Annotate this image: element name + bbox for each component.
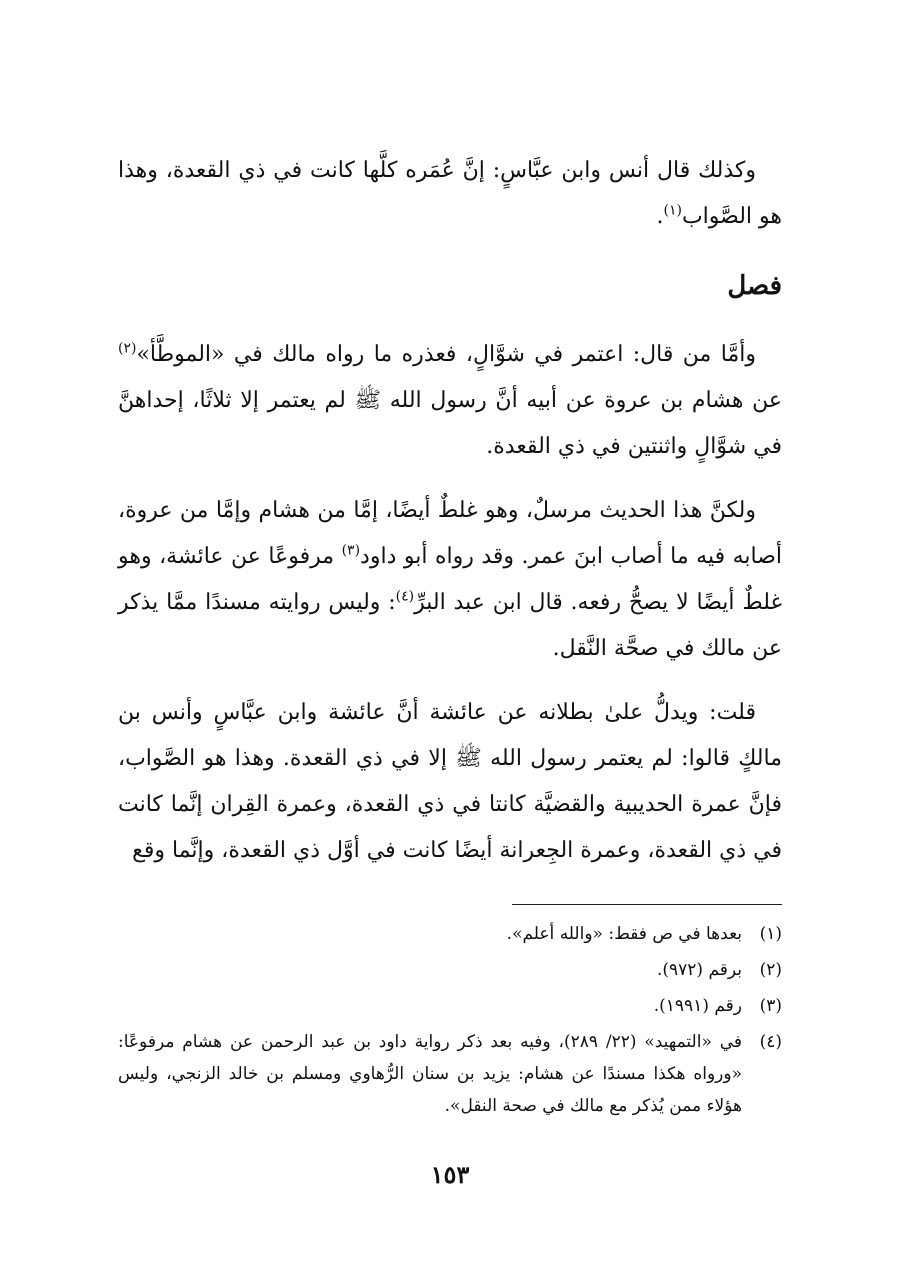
paragraph-4-text: قلت: ويدلُّ علىٰ بطلانه عن عائشة أنَّ عائشة وابن عبَّاسٍ وأنس بن مالكٍ قالوا: لم يعتمر رسول الله ﷺ إلا في ذي القعدة. وهذا هو الصَّواب، فإنَّ عمرة الحديبية والقضيَّة كانتا في ذي القعدة، وعمرة القِران إنَّما كانت في ذي القعدة، وعمرة الجِعرانة أيضًا كانت في أوَّل ذي القعدة، وإنَّما وقع (118, 700, 782, 863)
footnote (118, 954, 782, 986)
footnote-text: في «التمهيد» (٢٢/ ٢٨٩)، وفيه بعد ذكر رواية داود بن عبد الرحمن عن هشام مرفوعًا: «ورواه هكذا مسندًا عن هشام: يزيد بن سنان الرُّهاوي ومسلم بن خالد الزنجي، وليس هؤلاء ممن يُذكر مع مالك في صحة النقل». (118, 1032, 742, 1116)
section-heading: فصل (727, 271, 782, 301)
paragraph-3-text-c: : وليس روايته مسندًا ممَّا يذكر عن مالك في صحَّة النَّقل. (118, 590, 782, 661)
paragraph-1-end: . (656, 204, 664, 229)
main-text (118, 148, 782, 892)
paragraph-1 (118, 148, 782, 240)
footnote-separator (512, 904, 782, 905)
paragraph-1-text: وكذلك قال أنس وابن عبَّاسٍ: إنَّ عُمَره كلَّها كانت في ذي القعدة، وهذا هو الصَّواب (118, 158, 782, 229)
paragraph-3-text-b: مرفوعًا عن عائشة، وهو غلطٌ أيضًا لا يصحُّ رفعه. قال ابن عبد البرِّ (118, 544, 783, 615)
footnote-ref-2: (٢) (118, 340, 137, 357)
footnote-ref-3: (٣) (341, 542, 361, 559)
footnote-text: بعدها في ص فقط: «والله أعلم». (506, 924, 742, 944)
page-number: ١٥٣ (430, 1160, 470, 1189)
paragraph-4 (118, 690, 782, 874)
footnote-ref-4: (٤) (395, 588, 415, 605)
footnote-ref-1: (١) (663, 202, 682, 219)
footnote-text: رقم (١٩٩١). (653, 996, 742, 1016)
footnote-number: (٢) (759, 960, 782, 980)
paragraph-2-text-b: عن هشام بن عروة عن أبيه أنَّ رسول الله ﷺ لم يعتمر إلا ثلاثًا، إحداهنَّ في شوَّالٍ واثنتين في ذي القعدة. (118, 388, 782, 459)
footnote (118, 1026, 782, 1122)
footnote (118, 918, 782, 950)
footnote-number: (١) (759, 924, 782, 944)
footnote-number: (٤) (759, 1032, 782, 1052)
footnote-number: (٣) (759, 996, 782, 1016)
paragraph-2-text-a: وأمَّا من قال: اعتمر في شوَّالٍ، فعذره ما رواه مالك في «الموطَّأ» (136, 342, 756, 367)
paragraph-2 (118, 332, 782, 470)
paragraph-3-text-a: ولكنَّ هذا الحديث مرسلٌ، وهو غلطٌ أيضًا، إمَّا من هشام وإمَّا من عروة، أصابه فيه ما أصاب ابنَ عمر. وقد رواه أبو داود (118, 498, 783, 569)
footnote (118, 990, 782, 1022)
footnotes (118, 918, 782, 1126)
paragraph-3 (118, 488, 782, 672)
footnote-text: برقم (٩٧٢). (656, 960, 742, 980)
